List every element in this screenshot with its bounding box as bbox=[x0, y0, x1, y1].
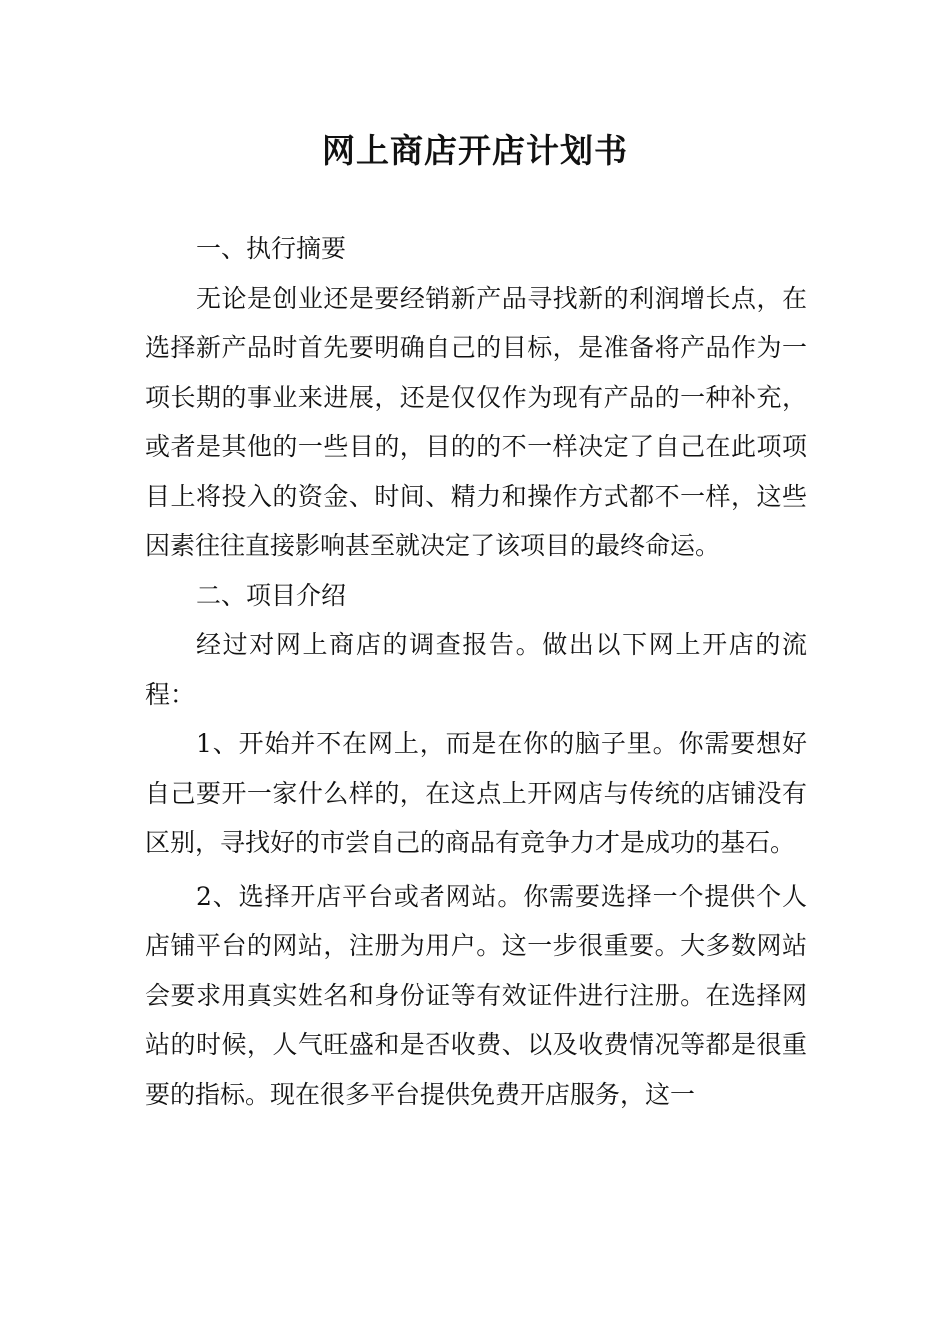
paragraph-step-2: 2、选择开店平台或者网站。你需要选择一个提供个人店铺平台的网站，注册为用户。这一步很重要。大多数网站会要求用真实姓名和身份证等有效证件进行注册。在选择网站的时候，人气旺盛和是否收费、以及收费情况等都是很重要的指标。现在很多平台提供免费开店服务，这一 bbox=[145, 881, 807, 1109]
section-heading-project-intro: 二、项目介绍 bbox=[196, 580, 347, 610]
paragraph-summary: 无论是创业还是要经销新产品寻找新的利润增长点，在选择新产品时首先要明确自己的目标，是准备将产品作为一项长期的事业来进展，还是仅仅作为现有产品的一种补充，或者是其他的一些目的，目的的不一样决定了自己在此项项目上将投入的资金、时间、精力和操作方式都不一样，这些因素往往直接影响甚至就决定了该项目的最终命运。 bbox=[145, 283, 807, 560]
paragraph-step-1: 1、开始并不在网上，而是在你的脑子里。你需要想好自己要开一家什么样的，在这点上开网店与传统的店铺没有区别，寻找好的市尝自己的商品有竞争力才是成功的基石。 bbox=[145, 729, 807, 857]
paragraph-intro: 经过对网上商店的调查报告。做出以下网上开店的流程： bbox=[145, 630, 807, 709]
section-heading-summary: 一、执行摘要 bbox=[196, 234, 347, 263]
document-title: 网上商店开店计划书 bbox=[322, 131, 628, 170]
document-body bbox=[145, 224, 807, 1119]
